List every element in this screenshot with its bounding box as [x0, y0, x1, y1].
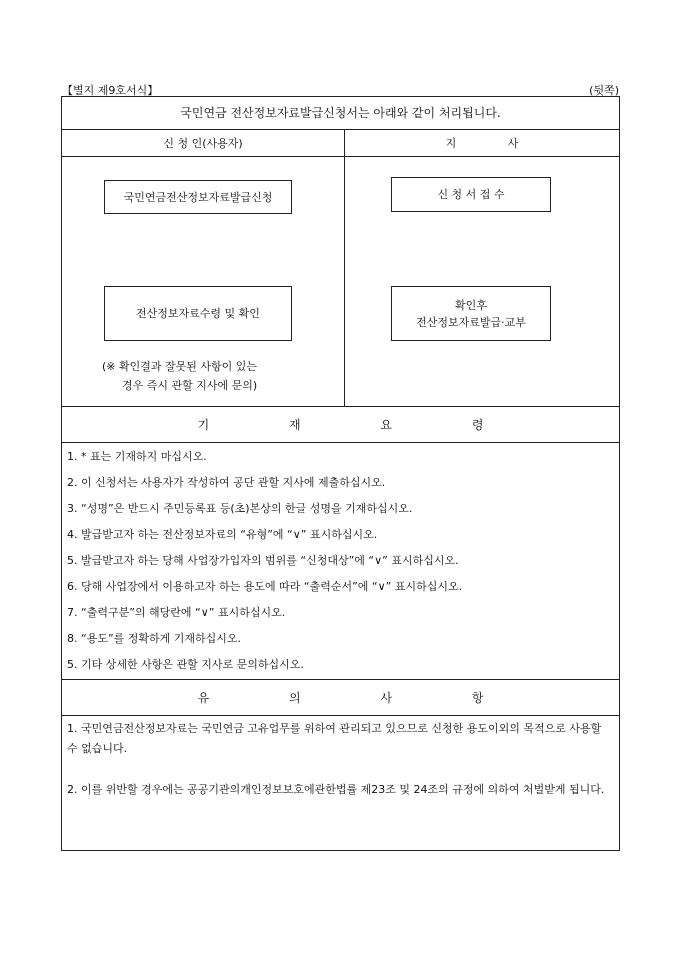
instruction-item: 6. 당해 사업장에서 이용하고자 하는 용도에 따라 “출력순서”에 “∨” 표시하십시오. — [67, 580, 463, 593]
applicant-step-apply-text: 국민연금전산정보자료발급신청 — [123, 190, 273, 204]
branch-step-issue-line1: 확인후 — [455, 298, 487, 312]
instruction-item: 2. 이 신청서는 사용자가 작성하여 공단 관할 지사에 제출하십시오. — [67, 476, 386, 489]
instruction-item: 5. 발급받고자 하는 당해 사업장가입자의 범위를 “신청대상”에 “∨” 표시하십시오. — [67, 554, 459, 567]
branch-column-label: 지 사 — [445, 137, 543, 150]
caution-item: 2. 이를 위반할 경우에는 공공기관의개인정보보호에관한법률 제23조 및 24조의 규정에 의하여 처벌받게 됩니다. — [67, 783, 605, 796]
instructions-list — [62, 442, 619, 679]
instructions-header — [62, 406, 619, 442]
caution-title: 유 의 사 항 — [197, 691, 522, 705]
applicant-note-line1: (※ 확인결과 잘못된 사항이 있는 — [102, 360, 258, 373]
form-title: 국민연금 전산정보자료발급신청서는 아래와 같이 처리됩니다. — [180, 106, 501, 120]
branch-step-issue-box — [391, 286, 551, 341]
instruction-item: 5. 기타 상세한 사항은 관할 지사로 문의하십시오. — [67, 658, 304, 671]
instruction-item: 3. “성명”은 반드시 주민등록표 등(초)본상의 한글 성명을 기재하십시오. — [67, 502, 413, 515]
branch-step-accept-box — [391, 177, 551, 212]
form-number-label: 【별지 제9호서식】 — [62, 84, 159, 97]
applicant-step-receive-text: 전산정보자료수령 및 확인 — [136, 307, 260, 320]
branch-step-issue-line2: 전산정보자료발급·교부 — [416, 315, 526, 329]
instruction-item: 4. 발급받고자 하는 전산정보자료의 “유형”에 “∨” 표시하십시오. — [67, 528, 378, 541]
branch-column-header — [345, 130, 619, 157]
caution-header — [62, 679, 619, 715]
instruction-item: 1. * 표는 기재하지 마십시오. — [67, 450, 207, 463]
applicant-step-apply-box — [104, 180, 292, 214]
caution-item: 1. 국민연금전산정보자료는 국민연금 고유업무를 위하여 관리되고 있으므로 신청한 용도이외의 목적으로 사용할 수 없습니다. — [67, 722, 602, 755]
column-header-row — [62, 129, 619, 156]
applicant-note-line2: 경우 즉시 관할 지사에 문의) — [122, 379, 258, 392]
branch-step-accept-text: 신 청 서 접 수 — [437, 188, 505, 201]
instructions-title: 기 재 요 령 — [197, 418, 522, 432]
applicant-step-receive-box — [104, 286, 292, 341]
column-divider — [344, 129, 345, 406]
applicant-column-header: 신 청 인(사용자) — [163, 137, 243, 150]
page-side-label: (뒷쪽) — [589, 84, 619, 97]
caution-list — [62, 715, 619, 852]
instruction-item: 7. “출력구분”의 해당란에 “∨” 표시하십시오. — [67, 606, 286, 619]
process-flow-area — [62, 156, 619, 406]
instruction-item: 8. “용도”를 정확하게 기재하십시오. — [67, 632, 242, 645]
process-form — [61, 96, 620, 851]
